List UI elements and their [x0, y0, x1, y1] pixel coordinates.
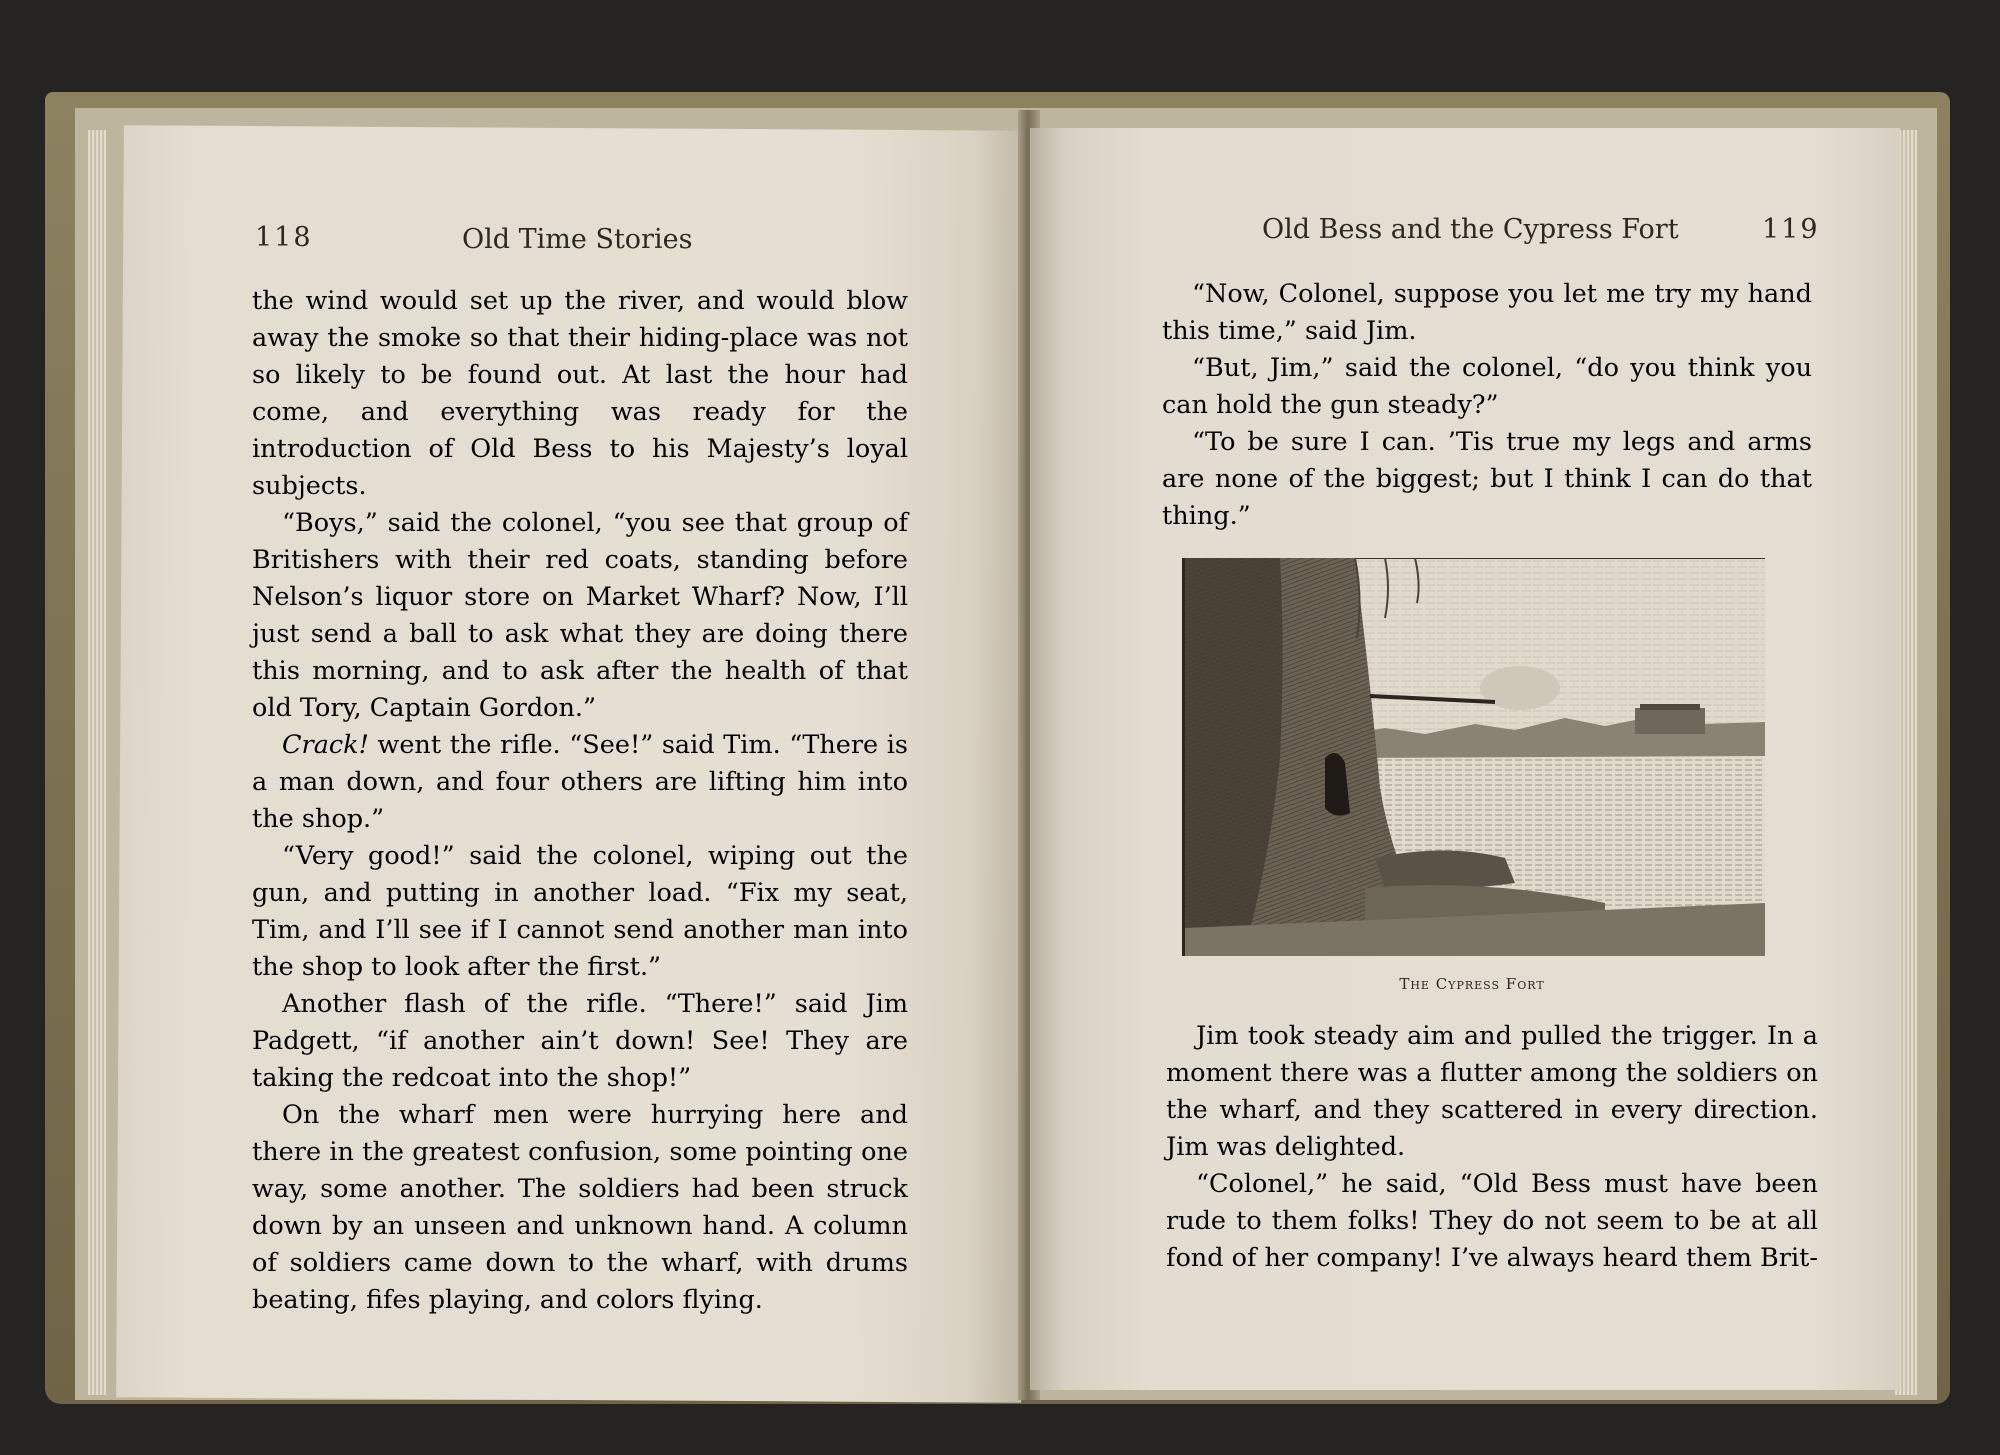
right-page-body-top [1162, 276, 1812, 535]
paragraph [252, 986, 908, 1097]
paragraph-lead: Crack! [282, 730, 369, 760]
paragraph: “Now, Colonel, suppose you let me try my hand this time,” said Jim. [1162, 279, 1812, 346]
paragraph [252, 838, 908, 986]
paragraph: “To be sure I can. ’Tis true my legs and arms are none of the biggest; but I think I can do that thing.” [1162, 427, 1812, 531]
paragraph [252, 283, 908, 505]
paragraph: “But, Jim,” said the colonel, “do you think you can hold the gun steady?” [1162, 353, 1812, 420]
right-running-title: Old Bess and the Cypress Fort [1262, 214, 1679, 245]
paragraph [252, 727, 908, 838]
paragraph-text: Another flash of the rifle. “There!” said Jim Padgett, “if another ain’t down! See! They are taking the redcoat into the shop!” [252, 989, 908, 1093]
left-page-number: 118 [255, 222, 313, 253]
illustration-caption: The Cypress Fort [1399, 975, 1545, 993]
paragraph: “Colonel,” he said, “Old Bess must have been rude to them folks! They do not seem to be at all fond of her company! I’ve always heard them Brit- [1166, 1169, 1818, 1273]
right-page-number: 119 [1762, 214, 1820, 245]
left-page-body [252, 283, 908, 1319]
paragraph-text: “Boys,” said the colonel, “you see that group of Britishers with their red coats, standing before Nelson’s liquor store on Market Wharf? Now, I’ll just send a ball to ask what they are doing there this morning, and to ask after the health of that old Tory, Captain Gordon.” [252, 508, 908, 723]
right-page-body-bottom [1166, 1018, 1818, 1277]
paragraph-text: On the wharf men were hurrying here and there in the greatest confusion, some pointing one way, some another. The soldiers had been struck down by an unseen and unknown hand. A column of soldiers came down to the wharf, with drums beating, fifes playing, and colors flying. [252, 1100, 908, 1315]
paragraph [252, 505, 908, 727]
paragraph-text: went the rifle. “See!” said Tim. “There is a man down, and four others are lifting him into the shop.” [252, 730, 908, 834]
cypress-fort-illustration [1182, 558, 1765, 956]
paragraph [252, 1097, 908, 1319]
paragraph: Jim took steady aim and pulled the trigger. In a moment there was a flutter among the soldiers on the wharf, and they scattered in every direction. Jim was delighted. [1166, 1021, 1818, 1162]
left-running-title: Old Time Stories [462, 224, 693, 255]
paragraph-text: “Very good!” said the colonel, wiping out the gun, and putting in another load. “Fix my seat, Tim, and I’ll see if I cannot send another man into the shop to look after the first.” [252, 841, 908, 982]
left-page-edges [88, 130, 106, 1395]
paragraph-text: the wind would set up the river, and would blow away the smoke so that their hiding-place was not so likely to be found out. At last the hour had come, and everything was ready for the introduction of Old Bess to his Majesty’s loyal subjects. [252, 286, 908, 501]
